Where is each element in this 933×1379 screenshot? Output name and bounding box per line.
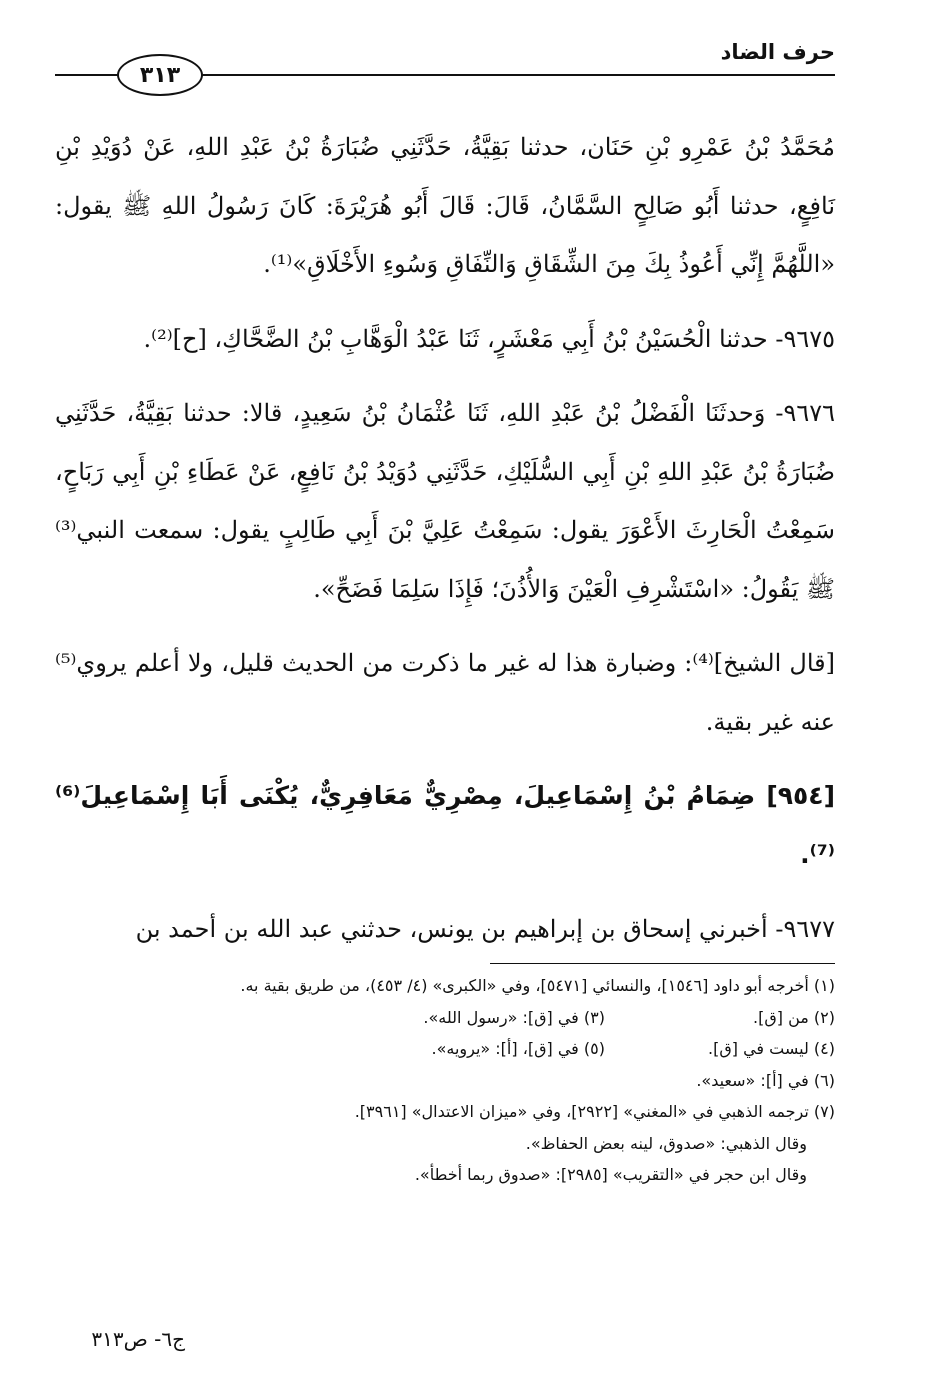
chapter-title: حرف الضاد [720, 40, 835, 64]
page-header [55, 38, 835, 88]
footnote-row-4-5 [55, 1033, 835, 1065]
footnote-2: (٢) من [ق]. [753, 1007, 835, 1027]
paragraph-hadith-9677: ٩٦٧٧- أخبرني إسحاق بن إبراهيم بن يونس، حدثني عبد الله بن أحمد بن [135, 915, 835, 943]
paragraph-hadith-9675: ٩٦٧٥- حدثنا الْحُسَيْنُ بْنُ أَبِي مَعْشَرٍ، ثَنَا عَبْدُ الْوَهَّابِ بْنُ الضَّحَّاكِ، [ح]⁽²⁾. [143, 324, 835, 353]
footnotes [55, 970, 835, 1191]
paragraph-sheikh-note: [قال الشيخ]⁽⁴⁾: وضبارة هذا له غير ما ذكرت من الحديث قليل، ولا أعلم يروي⁽⁵⁾ عنه غير بقية. [55, 649, 835, 736]
paragraph-hadith-continuation: مُحَمَّدُ بْنُ عَمْرِو بْنِ حَنَان، حدثنا بَقِيَّةُ، حَدَّثَنِي ضُبَارَةُ بْنُ عَبْدِ اللهِ، عَنْ دُوَيْدِ بْنِ نَافِعٍ، حدثنا أَبُو صَالِحٍ السَّمَّانُ، قَالَ: قَالَ أَبُو هُرَيْرَةَ: كَانَ رَسُولُ اللهِ ﷺ يقول: «اللَّهُمَّ إِنِّي أَعُوذُ بِكَ مِنَ الشِّقَاقِ وَالنِّفَاقِ وَسُوءِ الأَخْلَاقِ»⁽¹⁾. [55, 133, 835, 278]
footnote-5: (٥) في [ق]، [أ]: «يرويه». [431, 1039, 605, 1058]
footnote-separator [490, 963, 835, 964]
page-number-badge: ٣١٣ [117, 54, 203, 96]
footnote-1: (١) أخرجه أبو داود [١٥٤٦]، والنسائي [٥٤٧١]، وفي «الكبرى» (٤/ ٤٥٣)، من طريق بقية به. [240, 976, 835, 995]
narrator-entry-title: [٩٥٤] ضِمَامُ بْنُ إِسْمَاعِيلَ، مِصْرِيٌّ مَعَافِرِيٌّ، يُكْنَى أَبَا إِسْمَاعِيلَ⁽⁶⁾⁽⁷⁾. [55, 781, 835, 869]
main-text [55, 118, 835, 959]
footnote-7-line-2: وقال الذهبي: «صدوق، لينه بعض الحفاظ». [525, 1133, 807, 1153]
footnote-6: (٦) في [أ]: «سعيد». [696, 1070, 835, 1090]
footnote-4: (٤) ليست في [ق]. [708, 1039, 835, 1058]
volume-page-reference: ج٦- ص٣١٣ [91, 1327, 185, 1351]
footnote-7: (٧) ترجمه الذهبي في «المغني» [٢٩٢٢]، وفي «ميزان الاعتدال» [٣٩٦١]. [354, 1102, 835, 1121]
footnote-3: (٣) في [ق]: «رسول الله». [423, 1007, 605, 1027]
footnote-7-line-3: وقال ابن حجر في «التقريب» [٢٩٨٥]: «صدوق ربما أخطأ». [414, 1165, 807, 1184]
footnote-row-2-3 [55, 1002, 835, 1034]
paragraph-hadith-9676: ٩٦٧٦- وَحدثَنَا الْفَضْلُ بْنُ عَبْدِ اللهِ، ثَنَا عُثْمَانُ بْنُ سَعِيدٍ، قالا: حدثنا بَقِيَّةُ، حَدَّثَنِي ضُبَارَةُ بْنُ عَبْدِ اللهِ بْنِ أَبِي السُّلَيْكِ، حَدَّثَنِي دُوَيْدُ بْنُ نَافِعٍ، عَنْ عَطَاءِ بْنِ أَبِي رَبَاحٍ، سَمِعْتُ الْحَارِثَ الأَعْوَرَ يقول: سَمِعْتُ عَلِيَّ بْنَ أَبِي طَالِبٍ يقول: سمعت النبي⁽³⁾ ﷺ يَقُولُ: «اسْتَشْرِفِ الْعَيْنَ وَالأُذُنَ؛ فَإِذَا سَلِمَا فَضَحِّ». [55, 399, 835, 603]
